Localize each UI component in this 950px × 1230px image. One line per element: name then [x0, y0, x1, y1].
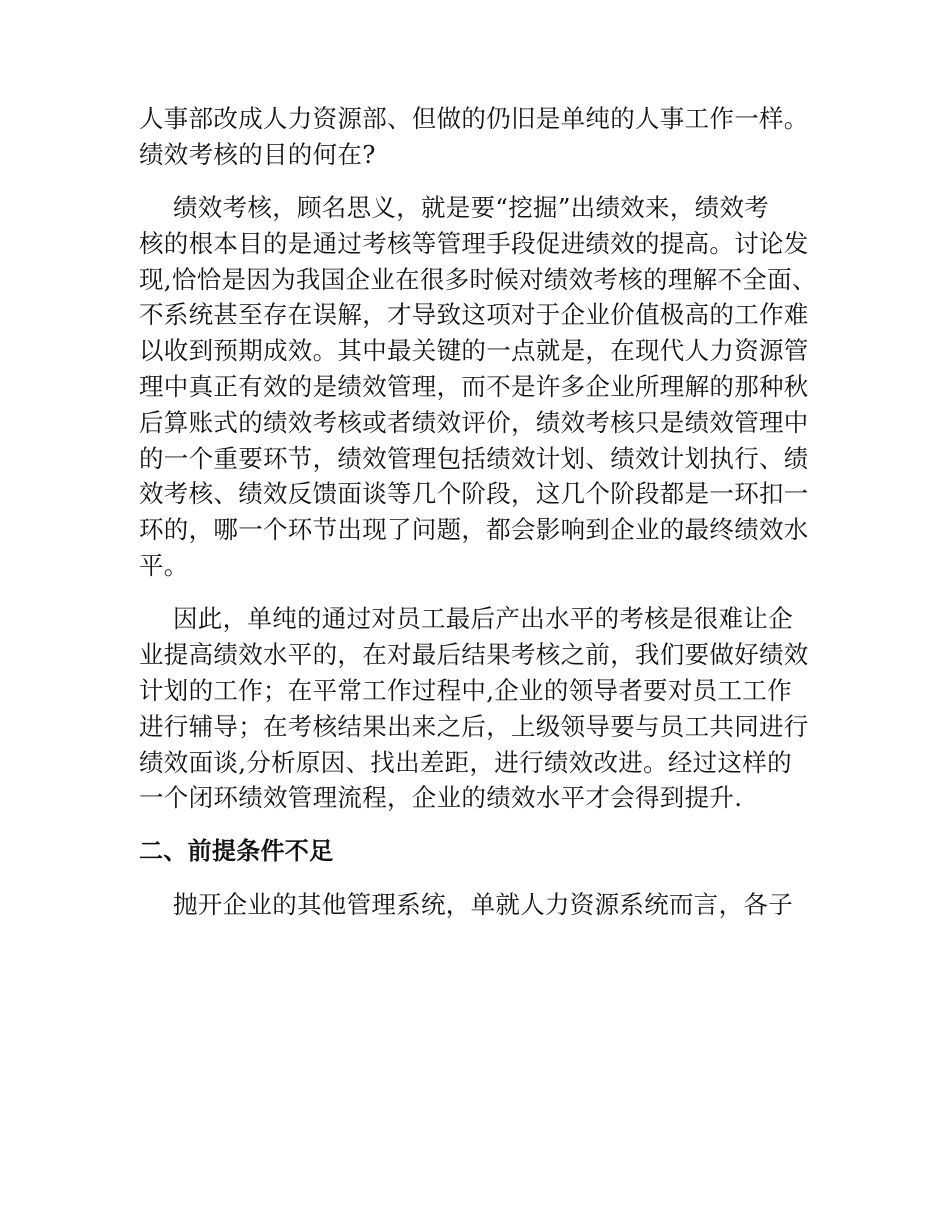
text-line: 抛开企业的其他管理系统，单就人力资源系统而言，各子: [173, 889, 793, 919]
text-line: 因此，单纯的通过对员工最后产出水平的考核是很难让企: [173, 604, 793, 634]
paragraph-1: [139, 101, 821, 173]
paragraph-spacer: [139, 173, 821, 191]
paragraph-spacer: [139, 869, 821, 887]
section-heading: 二、前提条件不足: [139, 836, 334, 865]
text-line: 业提高绩效水平的，在对最后结果考核之前，我们要做好绩效: [139, 640, 809, 670]
text-line: 平。: [139, 551, 189, 581]
text-line: 计划的工作；在平常工作过程中,企业的领导者要对员工工作: [139, 675, 792, 705]
text-line: 一个闭环绩效管理流程，企业的绩效水平才会得到提升.: [139, 783, 743, 813]
paragraph-spacer: [139, 816, 821, 834]
text-line: 环的，哪一个环节出现了问题，都会影响到企业的最终绩效水: [139, 515, 809, 545]
text-line: 效考核、绩效反馈面谈等几个阶段，这几个阶段都是一环扣一: [139, 479, 809, 509]
text-line: 绩效考核，顾名思义，就是要“挖掘”出绩效来，绩效考: [173, 193, 770, 223]
text-line: 核的根本目的是通过考核等管理手段促进绩效的提高。讨论发: [139, 228, 809, 258]
paragraph-3: [139, 601, 821, 816]
text-line: 人事部改成人力资源部、但做的仍旧是单纯的人事工作一样。: [139, 104, 809, 133]
text-line: 进行辅导；在考核结果出来之后，上级领导要与员工共同进行: [139, 711, 809, 741]
text-line: 理中真正有效的是绩效管理，而不是许多企业所理解的那种秋: [139, 372, 809, 402]
paragraph-spacer: [139, 584, 821, 602]
text-line: 绩效面谈,分析原因、找出差距，进行绩效改进。经过这样的: [139, 747, 792, 777]
text-line: 的一个重要环节，绩效管理包括绩效计划、绩效计划执行、绩: [139, 443, 809, 473]
paragraph-2: [139, 190, 821, 584]
text-line: 以收到预期成效。其中最关键的一点就是，在现代人力资源管: [139, 336, 809, 366]
text-line: 现,恰恰是因为我国企业在很多时候对绩效考核的理解不全面、: [139, 264, 817, 294]
text-line: 绩效考核的目的何在?: [139, 139, 376, 169]
document-body: [139, 101, 821, 923]
text-line: 不系统甚至存在误解，才导致这项对于企业价值极高的工作难: [139, 300, 809, 330]
text-line: 后算账式的绩效考核或者绩效评价，绩效考核只是绩效管理中: [139, 407, 809, 437]
paragraph-4: [139, 887, 821, 923]
